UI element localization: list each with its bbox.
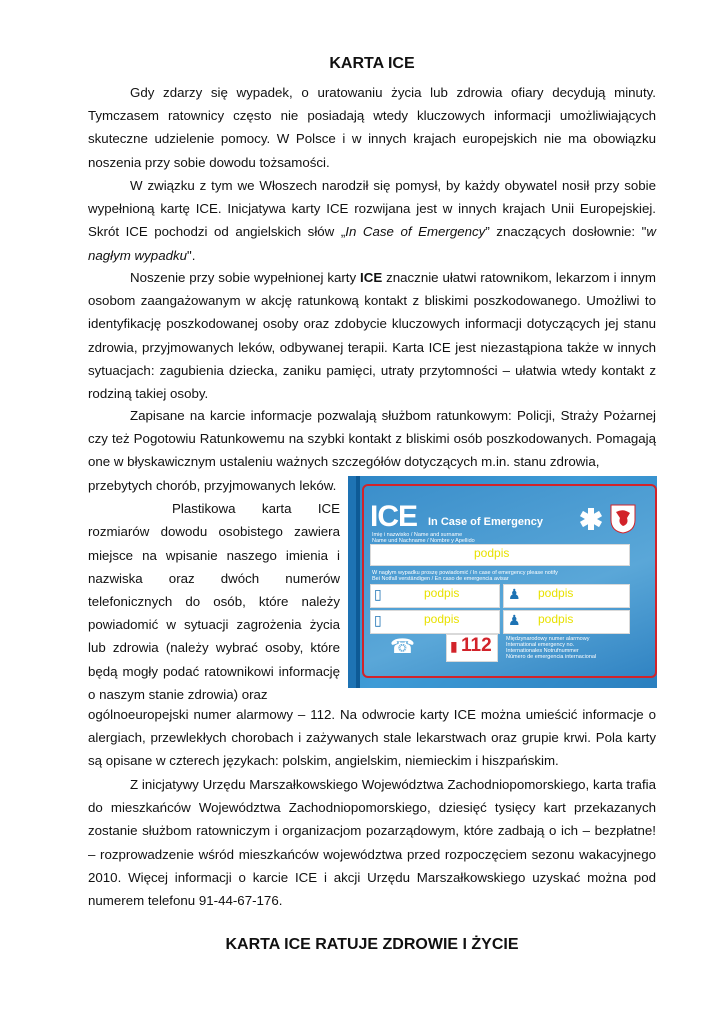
paragraph-intro: Gdy zdarzy się wypadek, o uratowaniu życia lub zdrowia ofiary decydują minuty. Tymczasem ratownicy często nie posiadają wtedy kluczowych informacji umożliwiających skuteczne udzielenie pomocy. W Polsce i w innych krajach europejskich nie ma obowiązku noszenia przy sobie dowodu tożsamości.: [88, 85, 656, 170]
text-span: ".: [187, 247, 196, 263]
closing-title: KARTA ICE RATUJE ZDROWIE I ŻYCIE: [225, 936, 519, 953]
paragraph-card-description: Plastikowa karta ICE rozmiarów dowodu osobistego zawiera miejsce na wpisanie naszego imienia i nazwiska oraz dwóch numerów telefonicznych do osób, które należy powiadomić w sytuacji zagrożenia życia lub zdrowia (należy wybrać osoby, które będą mogły podać ratownikowi informację o naszym stanie zdrowia) oraz: [88, 501, 340, 702]
ice-card-image: [348, 476, 657, 688]
coat-of-arms-icon: [610, 504, 636, 534]
text-span: Noszenie przy sobie wypełnionej karty: [130, 270, 361, 285]
text-line: przebytych chorób, przyjmowanych leków.: [88, 478, 337, 493]
paragraph-services: Zapisane na karcie informacje pozwalają służbom ratunkowym: Policji, Straży Pożarnej czy też Pogotowiu Ratunkowemu na szybki kontakt z bliskimi osób poszkodowanych. Pomagają one w błyskawicznym ustaleniu ważnych szczegółów dotyczących m.in. stanu zdrowia,: [88, 408, 656, 470]
person-icon: ♟: [508, 612, 521, 628]
bold-text: ICE: [360, 270, 383, 285]
contact-field-text: podpis: [424, 586, 460, 600]
name-field-text: podpis: [474, 546, 510, 560]
paragraph-origin: [88, 174, 656, 267]
text-span: znacznie ułatwi ratownikom, lekarzom i innym osobom zaangażowanym w akcję ratunkową kontakt z bliskimi poszkodowanego. Umożliwi to identyfikację poszkodowanej osoby oraz zdobycie kluczowych informacji dotyczących jej stanu zdrowia, przyjmowanych leków, odbywanej terapii. Karta ICE jest niezastąpiona także w innych sytuacjach: zagubienia dziecka, zaniku pamięci, utraty przytomności – ułatwia wtedy kontakt z rodziną takiej osoby.: [88, 270, 656, 402]
paragraph-initiative: Z inicjatywy Urzędu Marszałkowskiego Województwa Zachodniopomorskiego, karta trafia do mieszkańców Województwa Zachodniopomorskiego, dziesięć tysięcy kart przekazanych zostanie służbom ratowniczym i organizacjom pozarządowym, które zadbają o ich – bezpłatne! – rozprowadzenie wśród mieszkańców województwa przed rozpoczęciem sezonu wakacyjnego 2010. Więcej informacji o karcie ICE i akcji Urzędu Marszałkowskiego uzyskać można pod numerem telefonu 91-44-67-176.: [88, 777, 656, 909]
notify-label: W nagłym wypadku proszę powiadomić / In case of emergency please notify Bei Notfall verständigen / En caso de emergencia avisar: [372, 570, 558, 582]
star-of-life-icon: [578, 506, 604, 532]
paragraph-card-details: ogólnoeuropejski numer alarmowy – 112. Na odwrocie karty ICE można umieścić informacje o alergiach, przewlekłych chorobach i zażywanych stale lekarstwach oraz grupie krwi. Pola karty są opisane w czterech językach: polskim, angielskim, niemieckim i hiszpańskim.: [88, 707, 656, 769]
emphasis-text: In Case of Emergency: [345, 224, 486, 240]
ice-logo: ICE: [370, 500, 418, 533]
phone-handset-icon: ☎: [390, 636, 415, 658]
contact-field-text: podpis: [538, 586, 574, 600]
mobile-icon: ▮: [450, 638, 458, 654]
page-title: KARTA ICE: [329, 55, 415, 72]
contact-field-text: podpis: [424, 612, 460, 626]
contact-field-text: podpis: [538, 612, 574, 626]
paragraph-benefits: [88, 266, 656, 405]
phone-icon: ▯: [374, 612, 382, 628]
text-span: ” znaczących dosłownie: ": [485, 224, 647, 240]
card-stripe: [356, 476, 360, 688]
card-description-column: [88, 474, 340, 706]
ice-subtitle: In Case of Emergency: [428, 516, 543, 528]
phone-icon: ▯: [374, 586, 382, 602]
card-stripe: [348, 476, 356, 688]
international-number-label: Międzynarodowy numer alarmowy International emergency no. Internationales Notrufnummer Número de emergencia internacional: [506, 636, 597, 660]
text-span: W związku z tym we Włoszech narodził się pomysł, by każdy obywatel nosił przy sobie wypełnioną kartę ICE. Inicjatywa karty ICE rozwijana jest w innych krajach Unii Europejskiej. Skrót ICE pochodzi od angielskich słów „: [88, 178, 656, 240]
name-label: Imię i nazwisko / Name and surname Name und Nachname / Nombre y Apellido: [372, 532, 475, 544]
emergency-number: 112: [461, 635, 492, 656]
person-icon: ♟: [508, 586, 521, 602]
emphasis-text: w nagłym wypadku: [88, 224, 656, 263]
